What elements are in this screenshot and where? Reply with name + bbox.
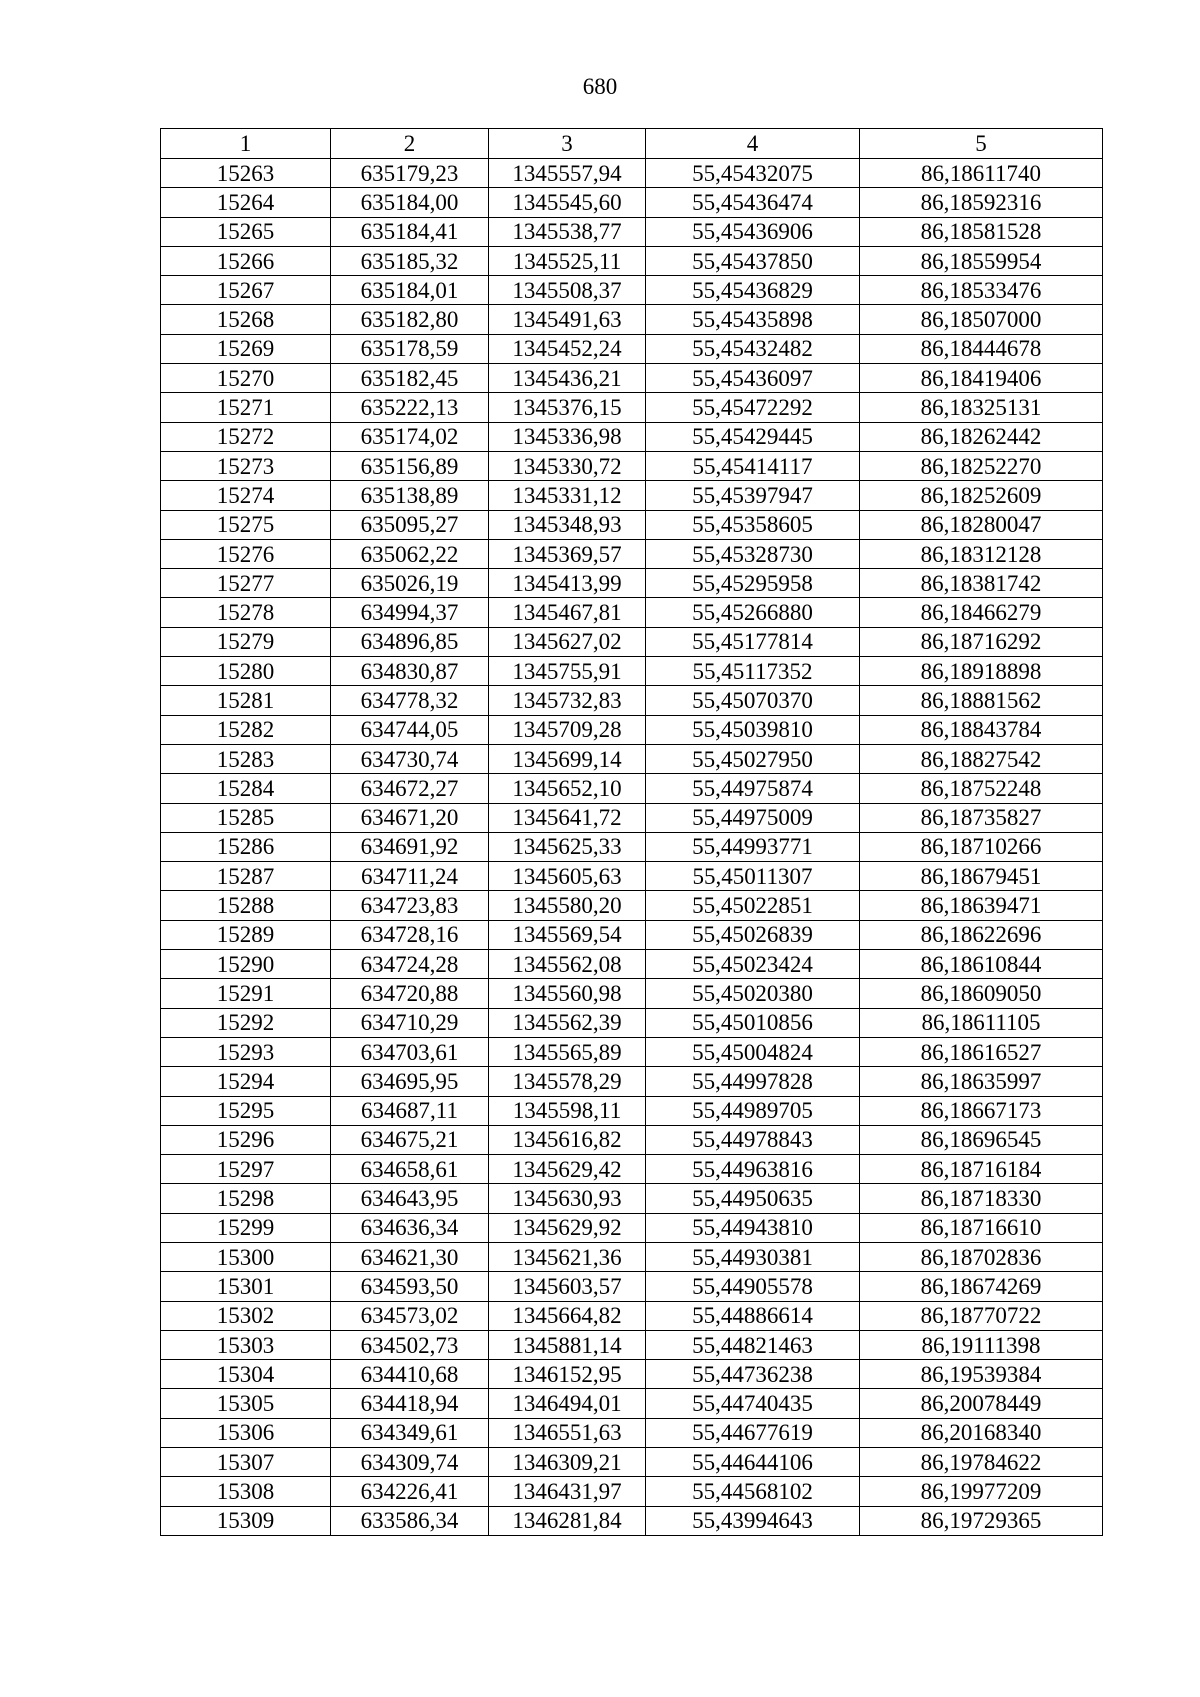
table-cell: 55,44930381: [646, 1242, 860, 1271]
table-cell: 15297: [161, 1155, 331, 1184]
table-cell: 634830,87: [331, 657, 489, 686]
page-number: 680: [582, 74, 618, 99]
table-cell: 634502,73: [331, 1330, 489, 1359]
table-cell: 15286: [161, 832, 331, 861]
table-cell: 15283: [161, 744, 331, 773]
table-cell: 15275: [161, 510, 331, 539]
table-cell: 55,45414117: [646, 451, 860, 480]
table-cell: 1345569,54: [489, 920, 646, 949]
table-cell: 15307: [161, 1448, 331, 1477]
table-cell: 1345525,11: [489, 246, 646, 275]
table-cell: 635184,00: [331, 188, 489, 217]
table-row: [161, 774, 1103, 803]
table-cell: 86,18533476: [860, 276, 1103, 305]
table-cell: 55,45436829: [646, 276, 860, 305]
table-row: [161, 803, 1103, 832]
table-cell: 55,45117352: [646, 657, 860, 686]
table-row: [161, 569, 1103, 598]
table-cell: 15291: [161, 979, 331, 1008]
table-cell: 86,18679451: [860, 862, 1103, 891]
table-cell: 634710,29: [331, 1008, 489, 1037]
table-cell: 55,45432075: [646, 159, 860, 188]
table-cell: 55,45429445: [646, 422, 860, 451]
column-header: 3: [489, 129, 646, 159]
table-cell: 15296: [161, 1125, 331, 1154]
table-cell: 1346494,01: [489, 1389, 646, 1418]
table-cell: 1345562,08: [489, 950, 646, 979]
table-cell: 55,45435898: [646, 305, 860, 334]
table-cell: 86,18611105: [860, 1008, 1103, 1037]
table-cell: 86,18325131: [860, 393, 1103, 422]
table-cell: 15299: [161, 1213, 331, 1242]
table-cell: 86,18718330: [860, 1184, 1103, 1213]
table-cell: 55,45039810: [646, 715, 860, 744]
table-cell: 86,18716292: [860, 627, 1103, 656]
table-row: [161, 246, 1103, 275]
table-cell: 1345491,63: [489, 305, 646, 334]
table-cell: 55,45177814: [646, 627, 860, 656]
table-row: [161, 188, 1103, 217]
table-cell: 1345331,12: [489, 481, 646, 510]
table-cell: 1345625,33: [489, 832, 646, 861]
table-row: [161, 920, 1103, 949]
table-cell: 1345436,21: [489, 364, 646, 393]
table-cell: 86,18843784: [860, 715, 1103, 744]
table-cell: 86,20168340: [860, 1418, 1103, 1447]
table-cell: 15308: [161, 1477, 331, 1506]
table-cell: 86,18827542: [860, 744, 1103, 773]
table-cell: 15264: [161, 188, 331, 217]
column-header: 1: [161, 129, 331, 159]
table-cell: 55,44677619: [646, 1418, 860, 1447]
table-cell: 15288: [161, 891, 331, 920]
table-cell: 55,45436474: [646, 188, 860, 217]
table-cell: 15279: [161, 627, 331, 656]
table-cell: 15272: [161, 422, 331, 451]
table-cell: 86,18466279: [860, 598, 1103, 627]
table-cell: 86,18702836: [860, 1242, 1103, 1271]
table-cell: 15273: [161, 451, 331, 480]
table-cell: 86,18674269: [860, 1272, 1103, 1301]
table-cell: 1345641,72: [489, 803, 646, 832]
table-cell: 15285: [161, 803, 331, 832]
table-cell: 635184,41: [331, 217, 489, 246]
table-cell: 1345664,82: [489, 1301, 646, 1330]
table-cell: 86,19539384: [860, 1360, 1103, 1389]
table-cell: 86,18312128: [860, 539, 1103, 568]
table-cell: 634691,92: [331, 832, 489, 861]
table-cell: 86,18609050: [860, 979, 1103, 1008]
table-row: [161, 1360, 1103, 1389]
table-row: [161, 481, 1103, 510]
table-row: [161, 1477, 1103, 1506]
table-cell: 1345545,60: [489, 188, 646, 217]
table-cell: 634309,74: [331, 1448, 489, 1477]
table-cell: 1345413,99: [489, 569, 646, 598]
table-cell: 634778,32: [331, 686, 489, 715]
table-cell: 86,18710266: [860, 832, 1103, 861]
table-cell: 635174,02: [331, 422, 489, 451]
table-cell: 55,45472292: [646, 393, 860, 422]
table-cell: 86,18752248: [860, 774, 1103, 803]
table-cell: 1346551,63: [489, 1418, 646, 1447]
table-cell: 1345755,91: [489, 657, 646, 686]
table-cell: 1345652,10: [489, 774, 646, 803]
table-cell: 634658,61: [331, 1155, 489, 1184]
table-cell: 86,18667173: [860, 1096, 1103, 1125]
table-cell: 55,44886614: [646, 1301, 860, 1330]
table-row: [161, 393, 1103, 422]
table-row: [161, 1506, 1103, 1535]
table-cell: 55,45358605: [646, 510, 860, 539]
table-cell: 86,18735827: [860, 803, 1103, 832]
table-cell: 634349,61: [331, 1418, 489, 1447]
table-cell: 15295: [161, 1096, 331, 1125]
table-cell: 86,18610844: [860, 950, 1103, 979]
table-cell: 634410,68: [331, 1360, 489, 1389]
table-cell: 1346152,95: [489, 1360, 646, 1389]
table-cell: 15303: [161, 1330, 331, 1359]
table-header-row: [161, 129, 1103, 159]
table-cell: 634621,30: [331, 1242, 489, 1271]
table-cell: 15304: [161, 1360, 331, 1389]
table-cell: 55,45022851: [646, 891, 860, 920]
table-cell: 1345732,83: [489, 686, 646, 715]
table-cell: 634720,88: [331, 979, 489, 1008]
table-cell: 634643,95: [331, 1184, 489, 1213]
table-cell: 1345376,15: [489, 393, 646, 422]
table-cell: 86,18696545: [860, 1125, 1103, 1154]
table-cell: 55,45436906: [646, 217, 860, 246]
table-cell: 86,18444678: [860, 334, 1103, 363]
table-cell: 55,44905578: [646, 1272, 860, 1301]
table-cell: 55,44975874: [646, 774, 860, 803]
table-cell: 55,45432482: [646, 334, 860, 363]
table-cell: 55,43994643: [646, 1506, 860, 1535]
table-cell: 55,45020380: [646, 979, 860, 1008]
table-cell: 55,45266880: [646, 598, 860, 627]
table-row: [161, 1213, 1103, 1242]
table-row: [161, 1067, 1103, 1096]
table-cell: 86,18419406: [860, 364, 1103, 393]
table-cell: 634418,94: [331, 1389, 489, 1418]
table-cell: 635156,89: [331, 451, 489, 480]
table-cell: 1345348,93: [489, 510, 646, 539]
table-row: [161, 1096, 1103, 1125]
table-row: [161, 891, 1103, 920]
table-row: [161, 832, 1103, 861]
table-cell: 1345557,94: [489, 159, 646, 188]
table-cell: 1345580,20: [489, 891, 646, 920]
table-cell: 1345603,57: [489, 1272, 646, 1301]
table-cell: 15287: [161, 862, 331, 891]
table-row: [161, 1125, 1103, 1154]
table-cell: 55,44989705: [646, 1096, 860, 1125]
table-cell: 634593,50: [331, 1272, 489, 1301]
table-row: [161, 364, 1103, 393]
table-row: [161, 979, 1103, 1008]
table-row: [161, 422, 1103, 451]
table-cell: 86,18881562: [860, 686, 1103, 715]
table-cell: 15301: [161, 1272, 331, 1301]
table-row: [161, 451, 1103, 480]
table-cell: 86,18262442: [860, 422, 1103, 451]
table-cell: 1346309,21: [489, 1448, 646, 1477]
table-row: [161, 276, 1103, 305]
table-cell: 1345605,63: [489, 862, 646, 891]
table-cell: 15278: [161, 598, 331, 627]
table-cell: 55,44821463: [646, 1330, 860, 1359]
table-cell: 15265: [161, 217, 331, 246]
table-cell: 86,18770722: [860, 1301, 1103, 1330]
table-cell: 1345330,72: [489, 451, 646, 480]
table-cell: 1345629,42: [489, 1155, 646, 1184]
table-cell: 15298: [161, 1184, 331, 1213]
table-row: [161, 1037, 1103, 1066]
table-cell: 633586,34: [331, 1506, 489, 1535]
table-cell: 15293: [161, 1037, 331, 1066]
table-cell: 55,45070370: [646, 686, 860, 715]
table-cell: 15269: [161, 334, 331, 363]
table-cell: 15300: [161, 1242, 331, 1271]
table-cell: 55,44978843: [646, 1125, 860, 1154]
table-cell: 86,18639471: [860, 891, 1103, 920]
table-cell: 15276: [161, 539, 331, 568]
table-row: [161, 1330, 1103, 1359]
table-cell: 634896,85: [331, 627, 489, 656]
table-cell: 55,44997828: [646, 1067, 860, 1096]
table-cell: 634730,74: [331, 744, 489, 773]
table-row: [161, 598, 1103, 627]
table-cell: 635138,89: [331, 481, 489, 510]
table-cell: 15289: [161, 920, 331, 949]
table-cell: 634723,83: [331, 891, 489, 920]
column-header: 4: [646, 129, 860, 159]
table-cell: 635184,01: [331, 276, 489, 305]
table-row: [161, 744, 1103, 773]
table-cell: 1345699,14: [489, 744, 646, 773]
table-cell: 635062,22: [331, 539, 489, 568]
table-cell: 635222,13: [331, 393, 489, 422]
table-cell: 55,45437850: [646, 246, 860, 275]
table-cell: 86,18280047: [860, 510, 1103, 539]
table-cell: 86,18716610: [860, 1213, 1103, 1242]
table-cell: 1345565,89: [489, 1037, 646, 1066]
table-body: [161, 129, 1103, 1536]
table-cell: 1345709,28: [489, 715, 646, 744]
table-cell: 634636,34: [331, 1213, 489, 1242]
table-cell: 15277: [161, 569, 331, 598]
table-cell: 15271: [161, 393, 331, 422]
table-row: [161, 1418, 1103, 1447]
table-cell: 86,18559954: [860, 246, 1103, 275]
table-cell: 1345562,39: [489, 1008, 646, 1037]
table-cell: 1345598,11: [489, 1096, 646, 1125]
table-cell: 1345881,14: [489, 1330, 646, 1359]
table-row: [161, 862, 1103, 891]
table-cell: 15281: [161, 686, 331, 715]
table-row: [161, 1448, 1103, 1477]
table-cell: 635185,32: [331, 246, 489, 275]
table-row: [161, 1008, 1103, 1037]
table-row: [161, 1301, 1103, 1330]
table-row: [161, 159, 1103, 188]
table-cell: 634695,95: [331, 1067, 489, 1096]
table-cell: 86,19977209: [860, 1477, 1103, 1506]
table-cell: 635178,59: [331, 334, 489, 363]
table-row: [161, 510, 1103, 539]
table-cell: 86,18918898: [860, 657, 1103, 686]
table-cell: 86,18252609: [860, 481, 1103, 510]
table-cell: 635179,23: [331, 159, 489, 188]
table-cell: 55,45004824: [646, 1037, 860, 1066]
table-cell: 86,18252270: [860, 451, 1103, 480]
table-row: [161, 305, 1103, 334]
table-cell: 86,18716184: [860, 1155, 1103, 1184]
table-cell: 86,19784622: [860, 1448, 1103, 1477]
table-cell: 634671,20: [331, 803, 489, 832]
table-cell: 55,45010856: [646, 1008, 860, 1037]
table-cell: 1345627,02: [489, 627, 646, 656]
table-cell: 86,18635997: [860, 1067, 1103, 1096]
table-cell: 86,18622696: [860, 920, 1103, 949]
table-cell: 1345452,24: [489, 334, 646, 363]
table-cell: 634687,11: [331, 1096, 489, 1125]
table-cell: 55,44950635: [646, 1184, 860, 1213]
table-cell: 1345630,93: [489, 1184, 646, 1213]
table-cell: 1345369,57: [489, 539, 646, 568]
table-cell: 86,18616527: [860, 1037, 1103, 1066]
table-cell: 55,44993771: [646, 832, 860, 861]
table-cell: 634711,24: [331, 862, 489, 891]
table-cell: 55,44740435: [646, 1389, 860, 1418]
table-row: [161, 1242, 1103, 1271]
table-cell: 1346281,84: [489, 1506, 646, 1535]
table-row: [161, 1272, 1103, 1301]
table-cell: 1345616,82: [489, 1125, 646, 1154]
table-row: [161, 334, 1103, 363]
table-cell: 86,20078449: [860, 1389, 1103, 1418]
table-cell: 15292: [161, 1008, 331, 1037]
table-cell: 86,19111398: [860, 1330, 1103, 1359]
table-cell: 15280: [161, 657, 331, 686]
table-row: [161, 1155, 1103, 1184]
table-cell: 635182,45: [331, 364, 489, 393]
table-cell: 15306: [161, 1418, 331, 1447]
table-cell: 86,19729365: [860, 1506, 1103, 1535]
table-cell: 634994,37: [331, 598, 489, 627]
table-cell: 55,44736238: [646, 1360, 860, 1389]
table-cell: 15309: [161, 1506, 331, 1535]
table-row: [161, 950, 1103, 979]
table-cell: 15282: [161, 715, 331, 744]
table-row: [161, 715, 1103, 744]
table-cell: 55,45397947: [646, 481, 860, 510]
table-cell: 634744,05: [331, 715, 489, 744]
coordinates-table: [160, 128, 1103, 1536]
table-cell: 86,18592316: [860, 188, 1103, 217]
table-cell: 634226,41: [331, 1477, 489, 1506]
table-cell: 15284: [161, 774, 331, 803]
table-cell: 1345538,77: [489, 217, 646, 246]
table-cell: 1345621,36: [489, 1242, 646, 1271]
table-cell: 634672,27: [331, 774, 489, 803]
table-cell: 634724,28: [331, 950, 489, 979]
table-cell: 55,45295958: [646, 569, 860, 598]
table-cell: 15270: [161, 364, 331, 393]
table-cell: 634675,21: [331, 1125, 489, 1154]
table-cell: 634728,16: [331, 920, 489, 949]
table-cell: 86,18581528: [860, 217, 1103, 246]
table-cell: 1345629,92: [489, 1213, 646, 1242]
table-row: [161, 686, 1103, 715]
table-row: [161, 217, 1103, 246]
table-cell: 86,18507000: [860, 305, 1103, 334]
table-cell: 635182,80: [331, 305, 489, 334]
table-cell: 55,44963816: [646, 1155, 860, 1184]
table-cell: 1345508,37: [489, 276, 646, 305]
table-cell: 55,44568102: [646, 1477, 860, 1506]
table-cell: 15290: [161, 950, 331, 979]
table-cell: 55,45023424: [646, 950, 860, 979]
table-cell: 1346431,97: [489, 1477, 646, 1506]
table-cell: 15268: [161, 305, 331, 334]
table-cell: 55,44975009: [646, 803, 860, 832]
table-cell: 55,45011307: [646, 862, 860, 891]
table-row: [161, 1389, 1103, 1418]
table-cell: 55,45026839: [646, 920, 860, 949]
column-header: 5: [860, 129, 1103, 159]
table-cell: 1345578,29: [489, 1067, 646, 1096]
table-cell: 1345336,98: [489, 422, 646, 451]
table-cell: 15266: [161, 246, 331, 275]
table-cell: 15267: [161, 276, 331, 305]
table-cell: 15294: [161, 1067, 331, 1096]
table-row: [161, 627, 1103, 656]
table-cell: 635095,27: [331, 510, 489, 539]
table-cell: 15263: [161, 159, 331, 188]
table-cell: 55,44943810: [646, 1213, 860, 1242]
table-row: [161, 1184, 1103, 1213]
table-cell: 1345467,81: [489, 598, 646, 627]
table-cell: 635026,19: [331, 569, 489, 598]
table-cell: 634703,61: [331, 1037, 489, 1066]
column-header: 2: [331, 129, 489, 159]
table-row: [161, 657, 1103, 686]
table-cell: 55,45328730: [646, 539, 860, 568]
table-cell: 15302: [161, 1301, 331, 1330]
table-cell: 634573,02: [331, 1301, 489, 1330]
table-row: [161, 539, 1103, 568]
table-cell: 55,45436097: [646, 364, 860, 393]
table-cell: 55,44644106: [646, 1448, 860, 1477]
table-cell: 15274: [161, 481, 331, 510]
table-cell: 86,18611740: [860, 159, 1103, 188]
table-cell: 86,18381742: [860, 569, 1103, 598]
table-cell: 1345560,98: [489, 979, 646, 1008]
table-cell: 15305: [161, 1389, 331, 1418]
table-cell: 55,45027950: [646, 744, 860, 773]
